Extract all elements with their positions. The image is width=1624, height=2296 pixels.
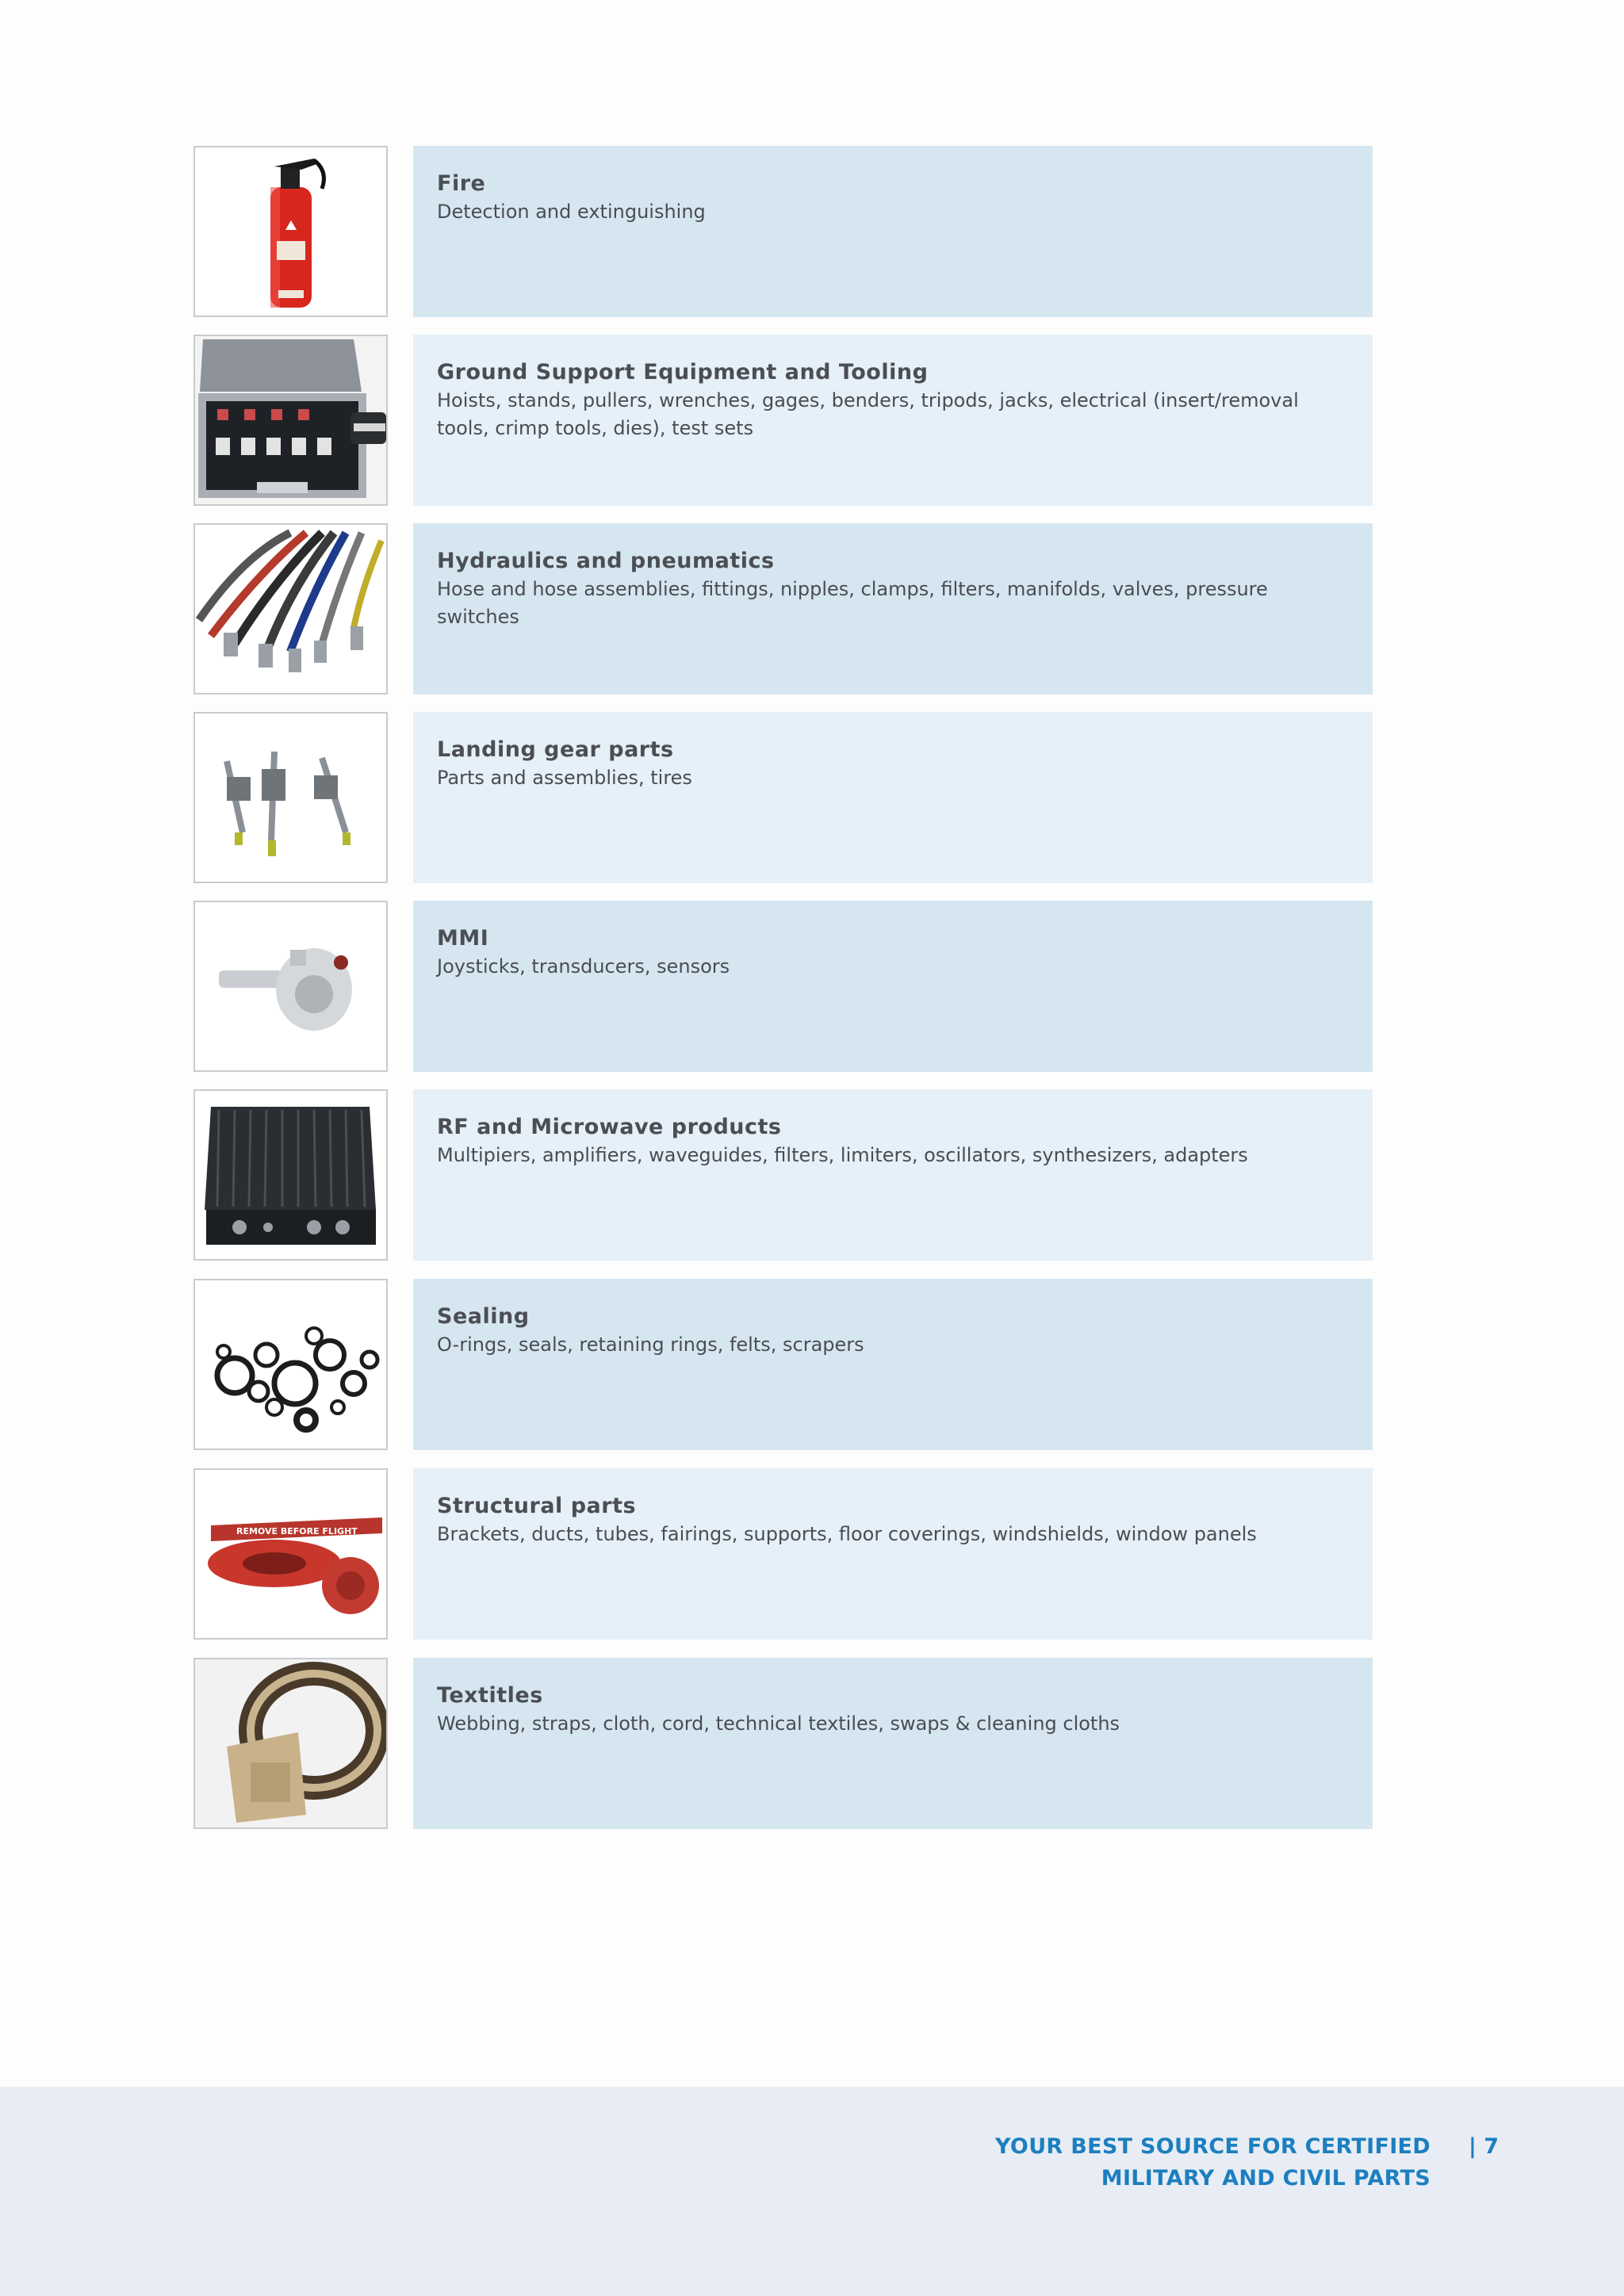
category-panel [413, 1658, 1373, 1829]
category-title: Ground Support Equipment and Tooling [437, 360, 929, 385]
category-title: RF and Microwave products [437, 1115, 782, 1139]
category-panel [413, 335, 1373, 506]
page-footer [0, 2087, 1624, 2296]
category-row-mmi [193, 901, 1373, 1072]
category-row-landing-gear [193, 712, 1373, 883]
belt-image [193, 1658, 388, 1829]
footer-tagline-line2: MILITARY AND CIVIL PARTS [1101, 2166, 1431, 2191]
category-description: Multipiers, amplifiers, waveguides, filters, limiters, oscillators, synthesizers, adapters [437, 1144, 1248, 1166]
hoses-image [193, 523, 388, 695]
category-description: Hoists, stands, pullers, wrenches, gages, benders, tripods, jacks, electrical (insert/removal tools, crimp tools, dies), test sets [437, 389, 1299, 439]
category-panel [413, 146, 1373, 317]
category-row-hydraulics [193, 523, 1373, 695]
category-title: Landing gear parts [437, 737, 674, 762]
category-row-ground-support [193, 335, 1373, 506]
category-panel [413, 1468, 1373, 1640]
category-description: Detection and extinguishing [437, 201, 706, 223]
category-title: Structural parts [437, 1494, 637, 1518]
category-description: O-rings, seals, retaining rings, felts, scrapers [437, 1334, 864, 1356]
category-description: Joysticks, transducers, sensors [437, 955, 730, 978]
category-row-textiles [193, 1658, 1373, 1829]
page-number: | 7 [1469, 2134, 1500, 2159]
category-panel [413, 901, 1373, 1072]
landing-gear-parts-image [193, 712, 388, 883]
category-description: Parts and assemblies, tires [437, 767, 692, 789]
category-row-fire [193, 146, 1373, 317]
category-row-rf [193, 1089, 1373, 1261]
category-title: Textitles [437, 1683, 543, 1708]
category-panel [413, 712, 1373, 883]
tool-case-image [193, 335, 388, 506]
fire-extinguisher-image [193, 146, 388, 317]
category-panel [413, 523, 1373, 695]
rf-amplifier-image [193, 1089, 388, 1261]
category-row-structural [193, 1468, 1373, 1640]
category-description: Brackets, ducts, tubes, fairings, supports, floor coverings, windshields, window panels [437, 1523, 1257, 1545]
category-title: Sealing [437, 1304, 530, 1329]
footer-tagline [995, 2131, 1431, 2195]
category-panel [413, 1089, 1373, 1261]
category-description: Hose and hose assemblies, fittings, nipples, clamps, filters, manifolds, valves, pressure switches [437, 578, 1268, 628]
remove-before-flight-cover-image [193, 1468, 388, 1640]
category-title: Hydraulics and pneumatics [437, 549, 775, 573]
footer-tagline-line1: YOUR BEST SOURCE FOR CERTIFIED [995, 2134, 1431, 2159]
category-title: MMI [437, 926, 489, 951]
o-rings-image [193, 1279, 388, 1450]
joystick-image [193, 901, 388, 1072]
remove-before-flight-label: REMOVE BEFORE FLIGHT [236, 1526, 358, 1536]
category-description: Webbing, straps, cloth, cord, technical textiles, swaps & cleaning cloths [437, 1712, 1120, 1735]
category-title: Fire [437, 171, 486, 196]
category-row-sealing [193, 1279, 1373, 1450]
category-panel [413, 1279, 1373, 1450]
